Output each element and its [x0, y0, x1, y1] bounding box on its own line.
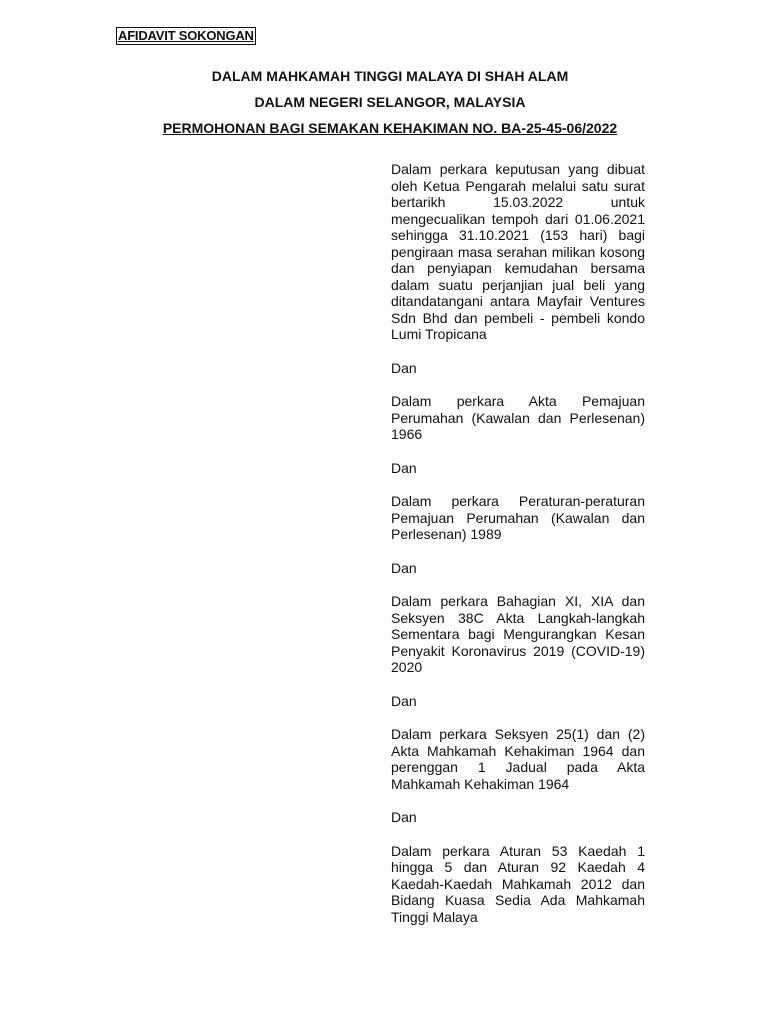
separator-dan: Dan [391, 359, 417, 376]
matters-column [391, 161, 645, 925]
state-heading: DALAM NEGERI SELANGOR, MALAYSIA [254, 94, 526, 110]
court-heading: DALAM MAHKAMAH TINGGI MALAYA DI SHAH ALAM [211, 68, 569, 84]
separator-dan: Dan [391, 459, 417, 476]
separator-dan: Dan [391, 692, 417, 709]
document-type-label: AFIDAVIT SOKONGAN [118, 28, 254, 43]
separator-dan: Dan [391, 559, 417, 576]
separator-dan: Dan [391, 809, 417, 825]
matter-paragraph: Dalam perkara Peraturan-peraturan Pemajuan Perumahan (Kawalan dan Perlesenan) 1989 [391, 493, 645, 542]
matter-paragraph: Dalam perkara Aturan 53 Kaedah 1 hingga 5 dan Aturan 92 Kaedah 4 Kaedah-Kaedah Mahkamah 2012 dan Bidang Kuasa Sedia Ada Mahkamah Tinggi Malaya [391, 842, 645, 925]
matter-paragraph: Dalam perkara Akta Pemajuan Perumahan (Kawalan dan Perlesenan) 1966 [391, 393, 645, 442]
matter-paragraph: Dalam perkara Seksyen 25(1) dan (2) Akta Mahkamah Kehakiman 1964 dan perenggan 1 Jadual pada Akta Mahkamah Kehakiman 1964 [391, 726, 645, 792]
matter-paragraph: Dalam perkara Bahagian XI, XIA dan Seksyen 38C Akta Langkah-langkah Sementara bagi Mengurangkan Kesan Penyakit Koronavirus 2019 (COVID-19) 2020 [391, 593, 645, 675]
matter-paragraph: Dalam perkara keputusan yang dibuat oleh Ketua Pengarah melalui satu surat bertarikh 15.03.2022 untuk mengecualikan tempoh dari 01.06.2021 sehingga 31.10.2021 (153 hari) bagi pengiraan masa serahan milikan kosong dan penyiapan kemudahan bersama dalam suatu perjanjian jual beli yang ditandatangani antara Mayfair Ventures Sdn Bhd dan pembeli - pembeli kondo Lumi Tropicana [391, 161, 645, 342]
application-number-heading: PERMOHONAN BAGI SEMAKAN KEHAKIMAN NO. BA-25-45-06/2022 [162, 120, 618, 136]
